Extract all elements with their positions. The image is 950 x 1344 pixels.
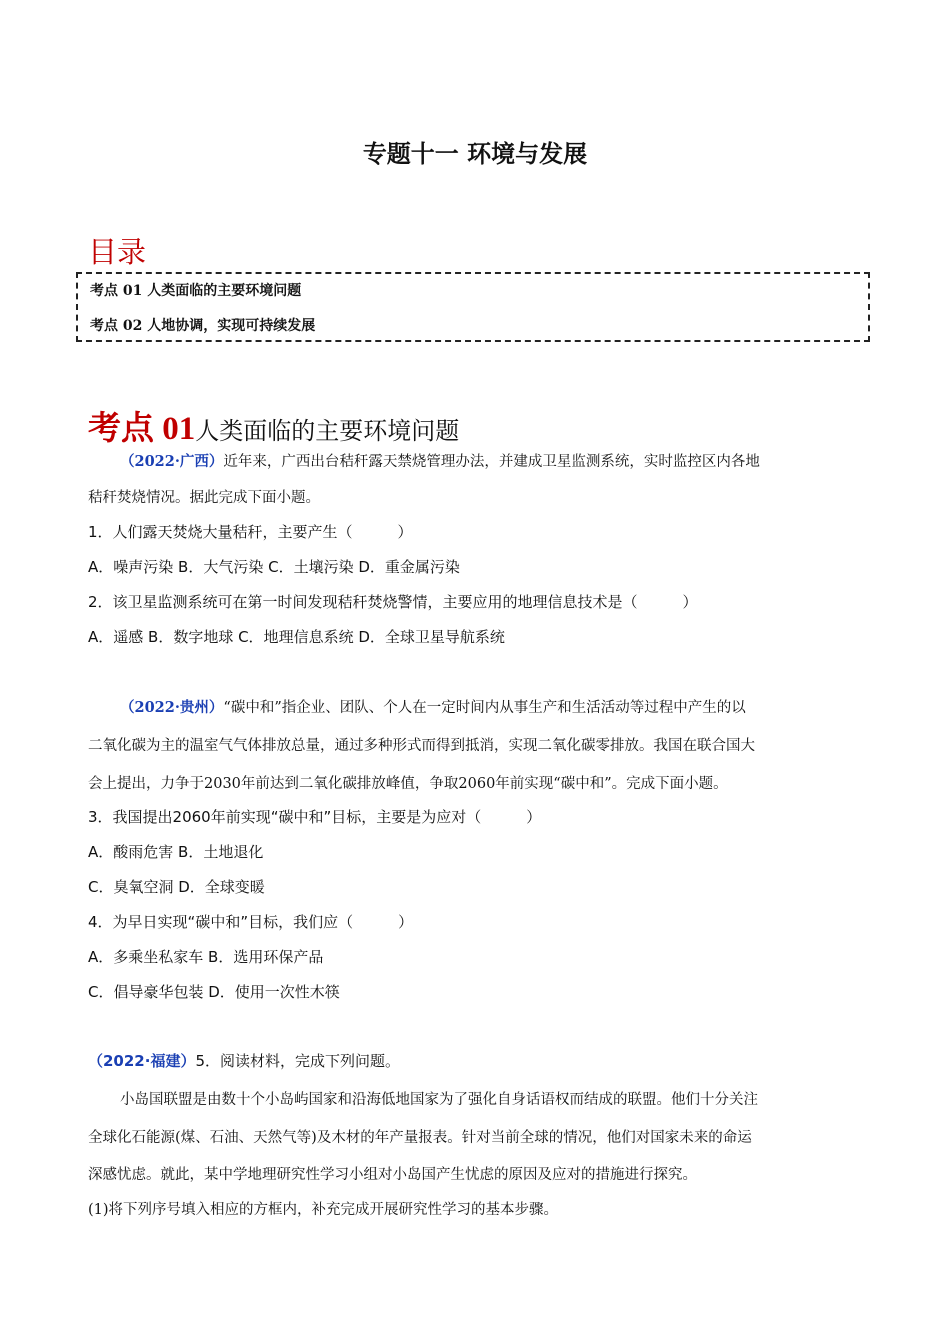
page-title: 专题十一 环境与发展	[362, 140, 588, 168]
question-4: 4．为早日实现“碳中和”目标，我们应（ ）	[88, 913, 414, 931]
question-3: 3．我国提出2060年前实现“碳中和”目标，主要是为应对（ ）	[88, 808, 542, 826]
material-line3: 深感忧虑。就此，某中学地理研究性学习小组对小岛国产生忧虑的原因及应对的措施进行探究。	[88, 1167, 697, 1183]
toc-item-01[interactable]: 考点 01 人类面临的主要环境问题	[90, 283, 302, 299]
question-5	[88, 1050, 400, 1071]
group2-intro-line3: 会上提出，力争于2030年前达到二氧化碳排放峰值，争取2060年前实现“碳中和”。完成下面小题。	[88, 776, 728, 792]
question-1-options: A．噪声污染 B．大气污染 C．土壤污染 D．重金属污染	[88, 558, 460, 576]
question-1: 1．人们露天焚烧大量秸秆，主要产生（ ）	[88, 523, 413, 541]
question-3-options-cd: C．臭氧空洞 D．全球变暖	[88, 878, 265, 896]
question-2-options: A．遥感 B．数字地球 C．地理信息系统 D．全球卫星导航系统	[88, 628, 505, 646]
section-heading	[88, 402, 459, 449]
toc-item-02[interactable]: 考点 02 人地协调，实现可持续发展	[90, 318, 316, 334]
intro-text: 近年来，广西出台秸秆露天禁烧管理办法，并建成卫星监测系统，实时监控区内各地	[223, 454, 760, 470]
question-2: 2．该卫星监测系统可在第一时间发现秸秆焚烧警情，主要应用的地理信息技术是（ ）	[88, 593, 698, 611]
source-tag: （2022·福建）	[88, 1052, 196, 1070]
group2-intro-line1	[120, 696, 746, 717]
toc-box	[76, 272, 870, 342]
source-tag: （2022·贵州）	[120, 699, 224, 716]
source-tag: （2022·广西）	[120, 453, 224, 470]
question-3-options-ab: A．酸雨危害 B．土地退化	[88, 843, 264, 861]
intro-text: “碳中和”指企业、团队、个人在一定时间内从事生产和生活活动等过程中产生的以	[223, 700, 746, 716]
sub-question-1: (1)将下列序号填入相应的方框内，补充完成开展研究性学习的基本步骤。	[88, 1202, 559, 1218]
section-number: 考点 01	[88, 411, 196, 447]
material-line1: 小岛国联盟是由数十个小岛屿国家和沿海低地国家为了强化自身话语权而结成的联盟。他们十分关注	[120, 1092, 758, 1108]
question-5-text: 5．阅读材料，完成下列问题。	[195, 1052, 400, 1070]
group2-intro-line2: 二氧化碳为主的温室气气体排放总量，通过多种形式而得到抵消，实现二氧化碳零排放。我国在联合国大	[88, 738, 755, 754]
material-line2: 全球化石能源(煤、石油、天然气等)及木材的年产量报表。针对当前全球的情况，他们对国家未来的命运	[88, 1130, 752, 1146]
group1-intro-line1	[120, 450, 760, 471]
section-label: 人类面临的主要环境问题	[195, 417, 460, 445]
group1-intro-line2: 秸秆焚烧情况。据此完成下面小题。	[88, 490, 320, 506]
question-4-options-cd: C．倡导豪华包装 D．使用一次性木筷	[88, 983, 340, 1001]
toc-heading: 目录	[88, 235, 147, 269]
question-4-options-ab: A．多乘坐私家车 B．选用环保产品	[88, 948, 324, 966]
